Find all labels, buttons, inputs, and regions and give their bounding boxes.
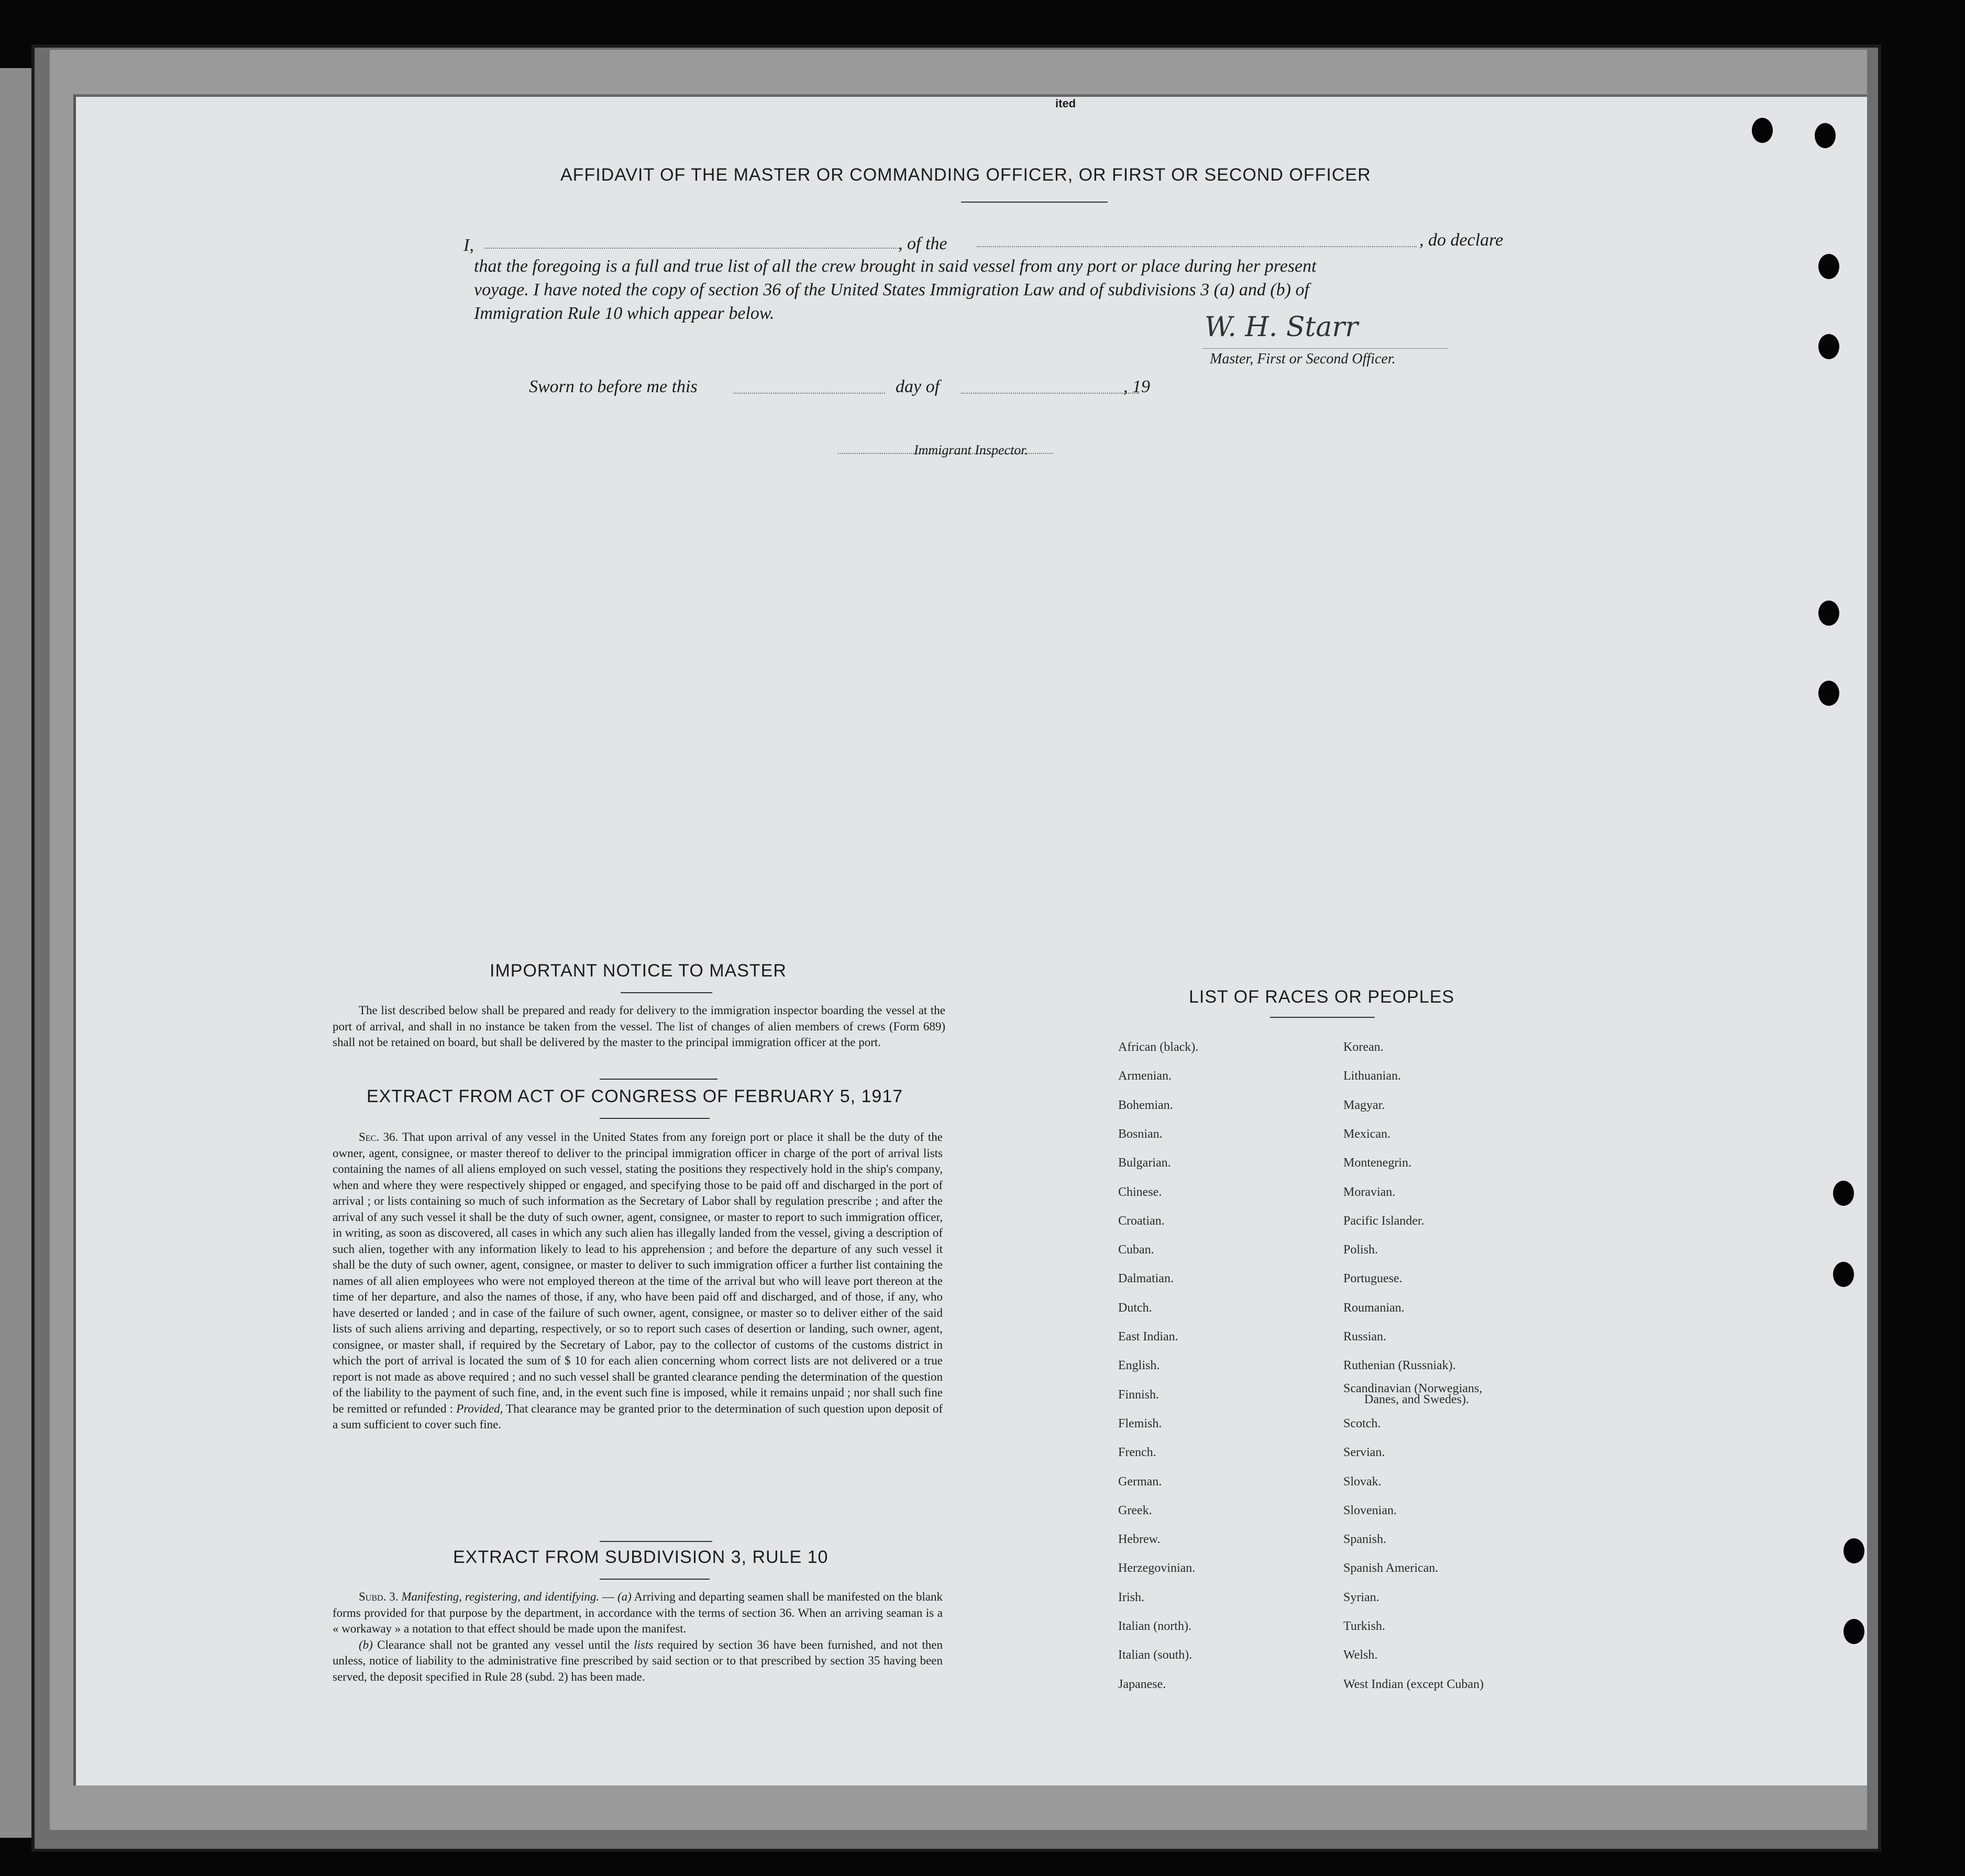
race-item: Moravian.	[1343, 1185, 1396, 1199]
race-item: Bosnian.	[1118, 1127, 1163, 1141]
race-item: Lithuanian.	[1343, 1069, 1401, 1083]
race-item: Ruthenian (Russniak).	[1343, 1359, 1456, 1373]
race-item: African (black).	[1118, 1040, 1199, 1054]
binder-hole	[1818, 334, 1839, 359]
affidavit-i: I,	[463, 236, 474, 255]
race-item: Scotch.	[1343, 1416, 1381, 1430]
act-section-36	[333, 1129, 943, 1433]
race-item: Slovenian.	[1343, 1503, 1397, 1517]
rule-subdivision-3: Subd. 3. Manifesting, registering, and identifying. — (a) Arriving and departing seamen shall be manifested on the blank forms provided for that purpose by the department, in accordance with the terms of section 36. When an arriving seaman is a « workaway » a notation to that effect should be made upon the manifest. (b) Clearance shall not be granted any vessel until the lists required by section 36 have been furnished, and not then unless, notice of liability to the administrative fine prescribed by said section or to that prescribed by section 35 having been served, the deposit specified in Rule 28 (subd. 2) has been made.	[333, 1590, 943, 1683]
section-text: That upon arrival of any vessel in the United States from any foreign port or place it shall be the duty of the owner, agent, consignee, or master thereof to deliver to the principal immigration officer in charge of the port of arrival lists containing the names of all aliens employed on such vessel, stating the positions they respectively hold in the ship's company, when and where they were respectively shipped or engaged, and specifying those to be paid off and discharged in the port of arrival ; or lists containing so much of such information as the Secretary of Labor shall by regulation prescribe ; and after the arrival of any such vessel it shall be the duty of such owner, agent, consignee, or master to report to such immigration officer, in writing, as soon as discovered, all cases in which any such alien has illegally landed from the vessel, giving a description of such alien, together with any information likely to lead to his apprehension ; and before the departure of any such vessel it shall be the duty of such owner, agent, consignee, or master to deliver to such immigration officer a further list containing the names of all alien employees who were not employed thereon at the time of the arrival but who will leave port thereon at the time of her departure, and also the names of those, if any, who have been paid off and discharged, and of those, if any, who have deserted or landed ; and in case of the failure of such owner, agent, consignee, or master so to deliver either of the said lists of such aliens arriving and departing, respectively, or so to report such cases of desertion or landing, such owner, agent, consignee, or master shall, if required by the Secretary of Labor, pay to the collector of customs of the customs district in which the port of arrival is located the sum of $ 10 for each alien concerning whom correct lists are not delivered or a true report is not made as above required ; and no such vessel shall be granted clearance pending the determination of the question of the liability to the payment of such fine, and, in the event such fine is imposed, while it remains unpaid ; nor shall such fine be remitted or refunded :	[333, 1130, 943, 1415]
race-item: Mexican.	[1343, 1127, 1390, 1141]
binder-hole	[1815, 123, 1836, 148]
race-item: Servian.	[1343, 1446, 1385, 1460]
month-blank	[961, 393, 1139, 394]
header-fragment: ited	[1055, 97, 1076, 110]
race-item: Greek.	[1118, 1503, 1152, 1517]
race-scandinavian-cont: Danes, and Swedes).	[1364, 1393, 1469, 1406]
race-item: Cuban.	[1118, 1243, 1154, 1257]
race-item: Spanish.	[1343, 1533, 1387, 1547]
binder-hole	[1752, 118, 1773, 143]
race-item: Italian (north).	[1118, 1619, 1191, 1633]
para-a-text: Arriving and departing seamen shall be manifested on the blank forms provided for that purpose by the department, in accordance with the terms of section 36. When an arriving seaman is a « workaway » a notation to that effect should be made upon the manifest.	[333, 1590, 943, 1635]
race-item: Bulgarian.	[1118, 1156, 1171, 1170]
binder-hole	[1818, 681, 1839, 706]
name-blank	[484, 248, 898, 249]
binder-hole	[1833, 1262, 1854, 1287]
subd-label: Subd. 3.	[359, 1590, 399, 1603]
para-a-label: (a)	[617, 1590, 632, 1603]
binder-hole	[1818, 601, 1839, 626]
race-item: Croatian.	[1118, 1214, 1165, 1228]
race-item: English.	[1118, 1359, 1160, 1373]
race-item: East Indian.	[1118, 1330, 1178, 1344]
section-label: Sec. 36.	[359, 1130, 399, 1144]
race-item: Japanese.	[1118, 1677, 1166, 1691]
para-b-label: (b)	[359, 1638, 373, 1651]
affidavit-title-rule	[961, 202, 1108, 203]
race-item: Polish.	[1343, 1243, 1378, 1257]
affidavit-of-the: , of the	[898, 234, 947, 253]
binder-hole	[1833, 1181, 1854, 1206]
race-item: Portuguese.	[1343, 1272, 1403, 1286]
race-item: Korean.	[1343, 1040, 1384, 1054]
inspector-label: Immigrant Inspector.	[914, 442, 1029, 458]
race-item: Flemish.	[1118, 1416, 1162, 1430]
day-of-text: day of	[896, 377, 940, 396]
race-item: Finnish.	[1118, 1387, 1160, 1402]
race-item: Spanish American.	[1343, 1561, 1439, 1575]
race-item: Irish.	[1118, 1590, 1144, 1604]
race-item: Montenegrin.	[1343, 1156, 1411, 1170]
race-item: Slovak.	[1343, 1474, 1382, 1489]
race-item: German.	[1118, 1474, 1162, 1489]
section-text-end: That clearance may be granted prior to the determination of such question upon deposit of a sum sufficient to cover such fine.	[333, 1402, 943, 1431]
race-item: Dalmatian.	[1118, 1272, 1174, 1286]
document-page	[73, 94, 1867, 1785]
para-b-text-2: required by section 36 have been furnished, and not then unless, notice of liability to the administrative fine prescribed by said section or to that prescribed by section 35 having been served, the deposit specified in Rule 28 (subd. 2) has been made.	[333, 1638, 943, 1683]
notice-end-rule	[600, 1079, 717, 1080]
act-extract-rule	[600, 1118, 710, 1119]
race-item: Scandinavian (Norwegians,	[1343, 1381, 1483, 1395]
race-item: Hebrew.	[1118, 1533, 1161, 1547]
signature-label: Master, First or Second Officer.	[1210, 351, 1396, 367]
race-item: Syrian.	[1343, 1590, 1379, 1604]
race-item: Welsh.	[1343, 1648, 1378, 1662]
para-b-text-1: Clearance shall not be granted any vessel until the	[377, 1638, 630, 1651]
race-item: Dutch.	[1118, 1301, 1152, 1315]
vessel-blank	[977, 246, 1417, 247]
binder-hole	[1843, 1619, 1864, 1644]
affidavit-line-3: voyage. I have noted the copy of section 36 of the United States Immigration Law and of subdivisions 3 (a) and (b) of	[474, 280, 1309, 299]
rule-extract-rule	[600, 1579, 710, 1580]
race-item: Roumanian.	[1343, 1301, 1405, 1315]
para-b-lists: lists	[634, 1638, 654, 1651]
year-text: , 19	[1123, 377, 1150, 396]
race-item: Russian.	[1343, 1330, 1387, 1344]
signature-line	[1202, 348, 1448, 349]
sworn-text: Sworn to before me this	[529, 377, 698, 396]
provided-label: Provided,	[456, 1402, 503, 1415]
notice-title-rule	[621, 992, 712, 993]
affidavit-line-4: Immigration Rule 10 which appear below.	[474, 304, 775, 323]
subd-heading: Manifesting, registering, and identifying.	[401, 1590, 600, 1603]
notice-title: IMPORTANT NOTICE TO MASTER	[490, 961, 787, 981]
rule-extract-title: EXTRACT FROM SUBDIVISION 3, RULE 10	[453, 1547, 829, 1567]
affidavit-line-2: that the foregoing is a full and true list of all the crew brought in said vessel from any port or place during her present	[474, 257, 1317, 276]
day-blank	[733, 393, 885, 394]
race-item: Armenian.	[1118, 1069, 1172, 1083]
notice-paragraph: The list described below shall be prepared and ready for delivery to the immigration inspector boarding the vessel at the port of arrival, and shall in no instance be taken from the vessel. The list of changes of alien members of crews (Form 689) shall not be retained on board, but shall be delivered by the master to the principal immigration officer at the port.	[333, 1004, 945, 1049]
races-title: LIST OF RACES OR PEOPLES	[1189, 987, 1455, 1007]
race-item: Herzegovinian.	[1118, 1561, 1196, 1575]
races-title-rule	[1270, 1017, 1375, 1018]
affidavit-title: AFFIDAVIT OF THE MASTER OR COMMANDING OFFICER, OR FIRST OR SECOND OFFICER	[560, 165, 1371, 185]
master-signature: W. H. Starr	[1205, 312, 1359, 343]
binder-hole	[1818, 254, 1839, 279]
act-end-rule	[600, 1541, 712, 1542]
binder-hole	[1843, 1538, 1864, 1563]
race-item: Magyar.	[1343, 1098, 1385, 1112]
race-item: Turkish.	[1343, 1619, 1385, 1633]
race-item: West Indian (except Cuban)	[1343, 1677, 1484, 1691]
act-extract-title: EXTRACT FROM ACT OF CONGRESS OF FEBRUARY 5, 1917	[367, 1086, 903, 1106]
race-item: Bohemian.	[1118, 1098, 1173, 1112]
race-item: Pacific Islander.	[1343, 1214, 1425, 1228]
race-item: Chinese.	[1118, 1185, 1162, 1199]
race-item: Italian (south).	[1118, 1648, 1193, 1662]
race-item: French.	[1118, 1446, 1156, 1460]
affidavit-do-declare: , do declare	[1419, 230, 1504, 250]
